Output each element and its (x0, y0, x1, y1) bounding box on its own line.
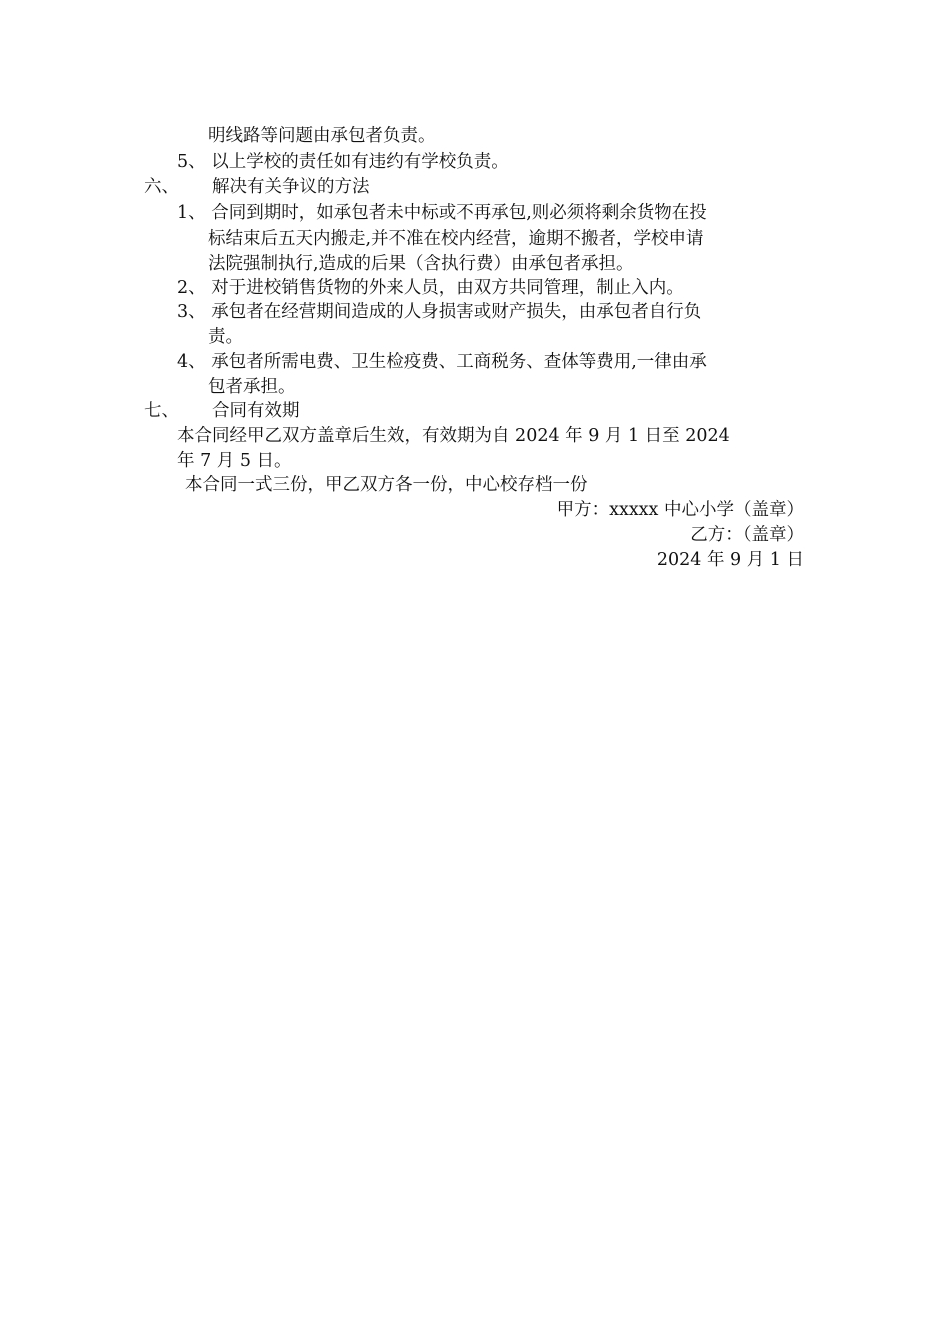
section6-item1-line1: 1、 合同到期时，如承包者未中标或不再承包,则必须将剩余货物在投 (177, 203, 707, 223)
section6-item2: 2、 对于进校销售货物的外来人员，由双方共同管理，制止入内。 (177, 278, 684, 298)
signature-party-b: 乙方：（盖章） (690, 525, 804, 545)
section6-item3-line2: 责。 (208, 327, 243, 347)
section6-item4-line2: 包者承担。 (208, 377, 296, 397)
section6-heading-number: 六、 (144, 177, 179, 197)
section6-item1-line3: 法院强制执行,造成的后果（含执行费）由承包者承担。 (208, 254, 634, 274)
section6-heading: 解决有关争议的方法 (212, 177, 370, 197)
signature-date: 2024 年 9 月 1 日 (656, 550, 804, 570)
section7-heading: 合同有效期 (212, 401, 300, 421)
section6-item4-line1: 4、 承包者所需电费、卫生检疫费、工商税务、查体等费用,一律由承 (177, 352, 707, 372)
signature-party-a: 甲方：xxxxx 中心小学（盖章） (556, 500, 804, 520)
section7-copies: 本合同一式三份，甲乙双方各一份，中心校存档一份 (185, 475, 588, 495)
section5-item4-tail: 明线路等问题由承包者负责。 (208, 126, 436, 146)
section5-item5: 5、 以上学校的责任如有违约有学校负责。 (177, 152, 509, 172)
section7-heading-number: 七、 (144, 401, 179, 421)
section7-para-line1: 本合同经甲乙双方盖章后生效，有效期为自 2024 年 9 月 1 日至 2024 (177, 426, 730, 446)
section6-item3-line1: 3、 承包者在经营期间造成的人身损害或财产损失，由承包者自行负 (177, 302, 702, 322)
section6-item1-line2: 标结束后五天内搬走,并不准在校内经营，逾期不搬者，学校申请 (208, 229, 704, 249)
section7-para-line2: 年 7 月 5 日。 (177, 451, 292, 471)
